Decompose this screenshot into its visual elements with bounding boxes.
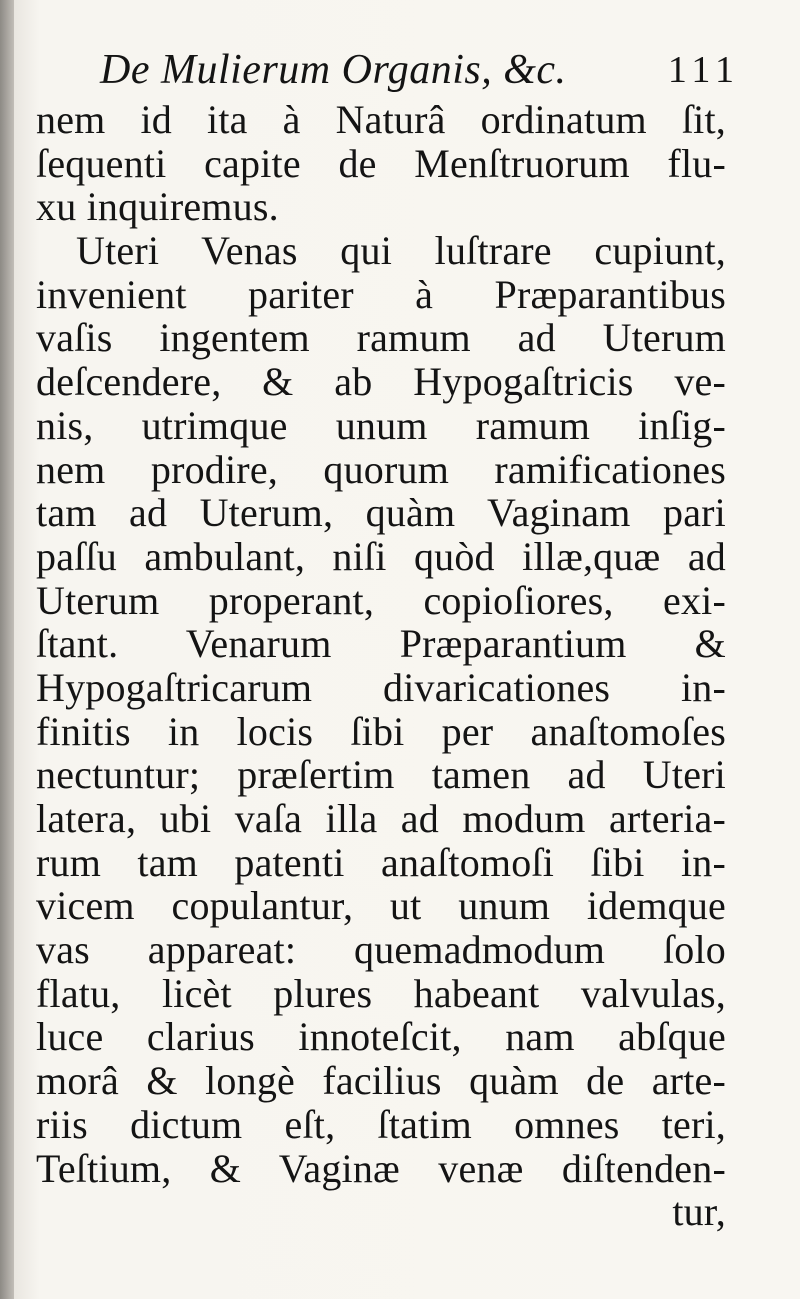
body-text [36, 98, 726, 1234]
text-line: finitis in locis ſibi per anaſtomoſes [36, 708, 726, 754]
running-title: De Mulierum Organis, &c. [100, 47, 567, 93]
text-line: rum tam patenti anaſtomoſi ſibi in- [36, 839, 726, 885]
text-line: morâ & longè facilius quàm de arte- [36, 1058, 726, 1104]
text-line: nem prodire, quorum ramificationes [36, 446, 726, 492]
text-line: Uteri Venas qui luſtrare cupiunt, [76, 228, 726, 274]
text-line: vas appareat: quemadmodum ſolo [36, 927, 726, 973]
text-line: luce clarius innoteſcit, nam abſque [36, 1014, 726, 1060]
text-line: ſequenti capite de Menſtruorum flu- [36, 140, 726, 186]
text-line: latera, ubi vaſa illa ad modum arteria- [36, 796, 726, 841]
page-header [100, 42, 740, 98]
text-line: paſſu ambulant, niſi quòd illæ,quæ ad [36, 533, 726, 579]
text-line: tur, [672, 1189, 726, 1235]
text-line: vaſis ingentem ramum ad Uterum [36, 315, 726, 361]
text-line: nem id ita à Naturâ ordinatum ſit, [36, 97, 726, 142]
page-number: 111 [667, 49, 740, 91]
page-gutter-shadow [0, 0, 14, 1299]
text-line: vicem copulantur, ut unum idemque [36, 883, 726, 929]
text-line: invenient pariter à Præparantibus [36, 271, 726, 317]
text-line: Teſtium, & Vaginæ venæ diſtenden- [36, 1145, 726, 1191]
text-line: Uterum properant, copioſiores, exi- [36, 577, 726, 623]
text-line: tam ad Uterum, quàm Vaginam pari [36, 490, 726, 536]
text-line: nis, utrimque unum ramum inſig- [36, 402, 726, 448]
text-line: Hypogaſtricarum divaricationes in- [36, 664, 726, 710]
text-line: deſcendere, & ab Hypogaſtricis ve- [36, 359, 726, 405]
text-line: riis dictum eſt, ſtatim omnes teri, [36, 1101, 726, 1147]
text-line: xu inquiremus. [36, 184, 279, 230]
text-line: flatu, licèt plures habeant valvulas, [36, 970, 726, 1016]
text-line: ſtant. Venarum Præparantium & [36, 621, 726, 667]
text-line: nectuntur; præſertim tamen ad Uteri [36, 752, 726, 798]
